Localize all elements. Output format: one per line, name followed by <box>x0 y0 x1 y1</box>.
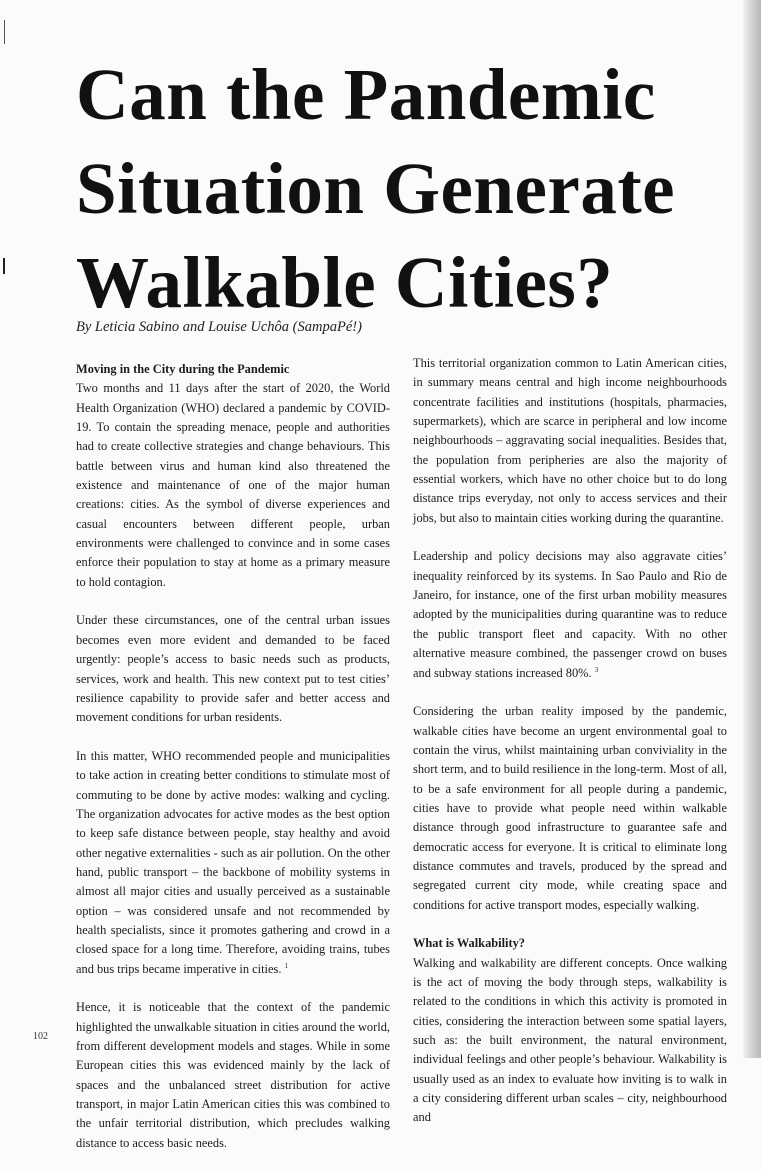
paragraph-text: Leadership and policy decisions may also aggravate cities’ inequality reinforced by its systems. In Sao Paulo and Rio de Janeiro, for instance, one of the first urban mobility measures adopted by the municipalities during quarantine was to reduce the public transport fleet and capacity. With no other alternative measure combined, the passenger crowd on buses and subway stations increased 80%. <box>413 549 727 680</box>
article-byline: By Leticia Sabino and Louise Uchôa (SampaPé!) <box>76 319 362 335</box>
footnote-marker[interactable]: 1 <box>284 961 289 970</box>
paragraph: This territorial organization common to Latin American cities, in summary means central and high income neighbourhoods concentrate facilities and institutions (hospitals, pharmacies, supermarkets), which are scarce in peripheral and low income neighbourhoods – aggravating social inequalities. Besides that, the population from peripheries are also the majority of essential workers, which have no other choice but to do long distance trips everyday, not only to access services and their jobs, but also to maintain cities working during the quarantine. <box>413 356 727 525</box>
section-heading-moving: Moving in the City during the Pandemic <box>76 362 290 376</box>
paragraph-text: In this matter, WHO recommended people and municipalities to take action in creating better conditions to stimulate most of commuting to be done by active modes: walking and cycling. The organization advocates for active modes as the best option to keep safe distance between people, stay healthy and avoid other negative externalities - such as air pollution. On the other hand, public transport – the backbone of mobility systems in almost all major cities and usually perceived as a sustainable option – was considered unsafe and not recommended by health specialists, since it promotes gathering and crowd in a closed space for a long time. Therefore, avoiding trains, tubes and bus trips became imperative in cities. <box>76 748 390 976</box>
paragraph: Hence, it is noticeable that the context of the pandemic highlighted the unwalkable situation in cities around the world, from different development models and stages. While in some European cities this was evidenced mainly by the lack of spaces and the unbalanced street distribution for active transport, in major Latin American cities this was combined to the unfair territorial distribution, which precludes walking distance to access basic needs. <box>76 1000 390 1150</box>
paragraph <box>413 547 727 682</box>
section-heading-walkability: What is Walkability? <box>413 936 526 951</box>
paragraph: Two months and 11 days after the start of 2020, the World Health Organization (WHO) declared a pandemic by COVID-19. To contain the spreading menace, people and authorities had to create collective strategies and change behaviours. This battle between virus and human kind also threatened the existence and maintenance of one of the major human creations: cities. As the symbol of diverse experiences and casual encounters between different people, urban environments were challenged to convince and in some cases enforce their population to stay at home as a primary measure to hold contagion. <box>76 381 390 589</box>
article-title: Can the Pandemic Situation Generate Walkable Cities? <box>76 54 676 323</box>
page-number: 102 <box>33 1031 48 1042</box>
footnote-marker[interactable]: 3 <box>594 665 599 674</box>
scan-mark-top <box>4 20 5 44</box>
paragraph <box>76 747 390 979</box>
paragraph: Under these circumstances, one of the central urban issues becomes even more evident and demanded to be faced urgently: people’s access to basic needs such as products, services, work and health. This new context put to test cities’ resilience capability to provide safer and better access and movement conditions for urban residents. <box>76 613 390 725</box>
scan-mark <box>3 258 5 274</box>
paragraph: Walking and walkability are different concepts. Once walking is the act of moving the body through steps, walkability is related to the conditions in which this activity is promoted in cities, considering the interaction between some spatial layers, such as: the built environment, the natural environment, individual feelings and other people’s behaviour. Walkability is usually used as an index to evaluate how inviting is to walk in a city considering different urban scales – city, neighbourhood and <box>413 955 727 1125</box>
paragraph: Considering the urban reality imposed by the pandemic, walkable cities have become an urgent environmental goal to contain the virus, whilst maintaining urban conviviality in the short term, and to build resilience in the long-term. Most of all, to be a safe environment for all people during a pandemic, cities have to provide what people need within walkable distance through good infrastructure to guarantee safe and democratic access for everyone. It is critical to eliminate long distance commutes and travels, produced by the spread and segregated current city mode, while creating space and conditions for active transport modes, especially walking. <box>413 704 727 912</box>
left-column <box>76 360 390 1172</box>
right-column <box>413 354 727 1147</box>
